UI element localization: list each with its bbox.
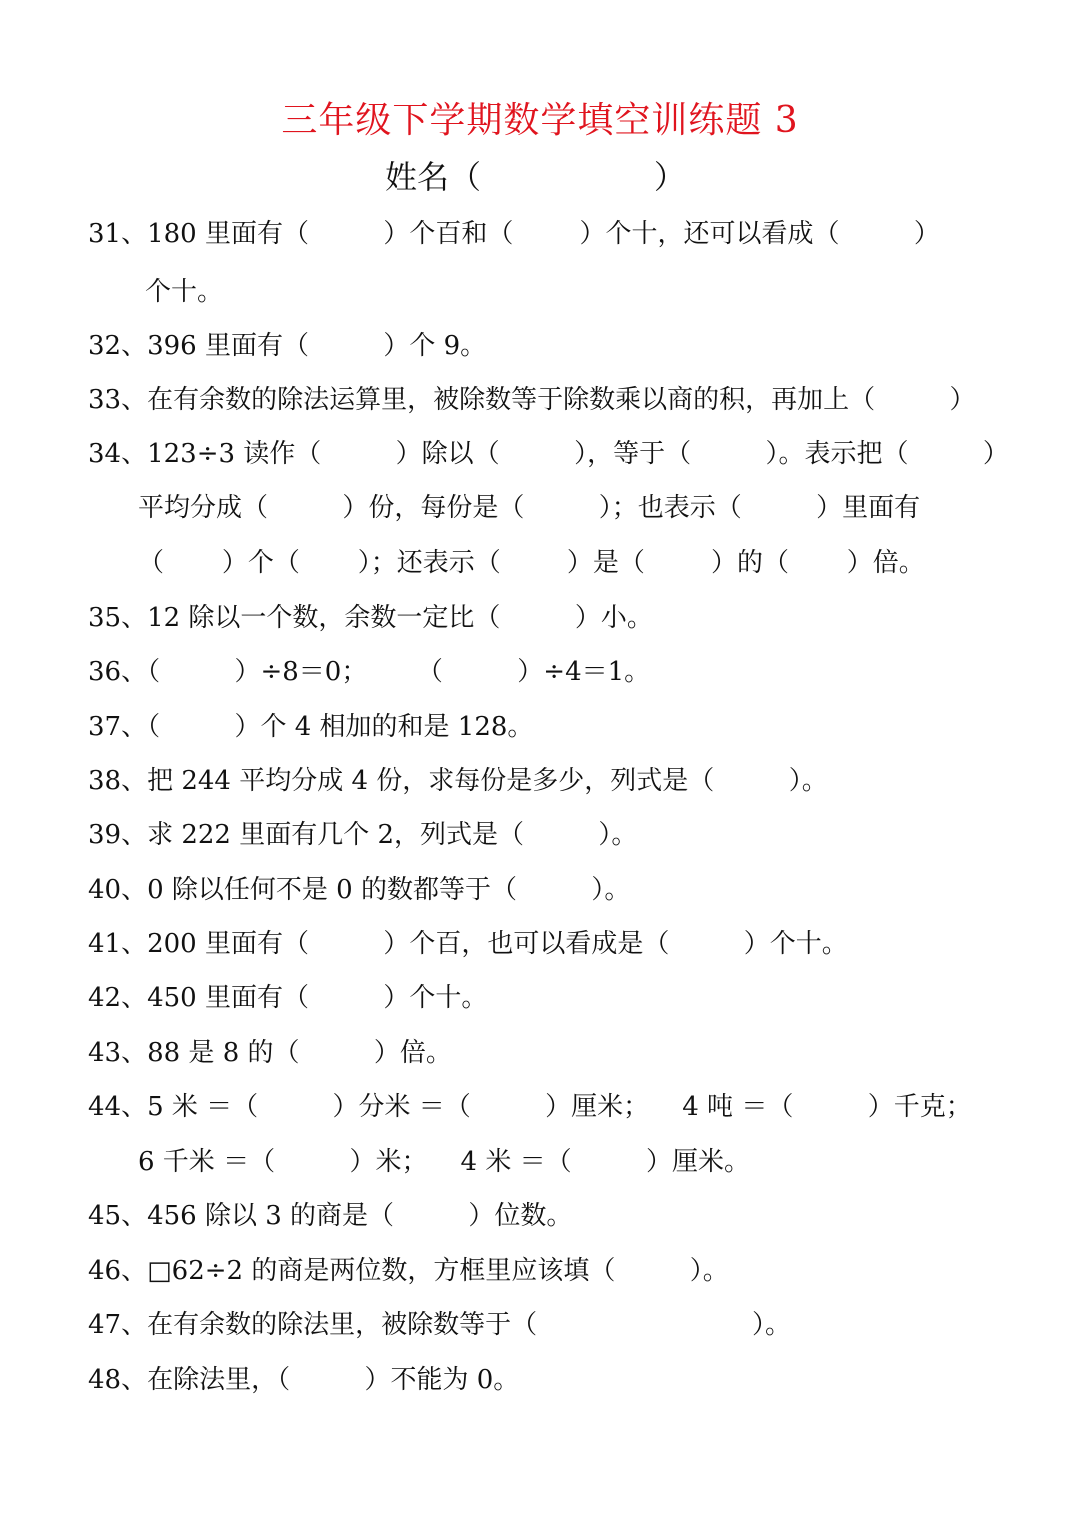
question-45: 45、456 除以 3 的商是（ ）位数。 [88, 1201, 573, 1231]
question-41: 41、200 里面有（ ）个百，也可以看成是（ ）个十。 [88, 929, 848, 959]
question-48: 48、在除法里，（ ）不能为 0。 [88, 1365, 520, 1395]
question-39: 39、求 222 里面有几个 2，列式是（ ）。 [88, 820, 638, 850]
question-44-line-2: 6 千米 ＝（ ）米； 4 米 ＝（ ）厘米。 [138, 1147, 750, 1177]
question-42: 42、450 里面有（ ）个十。 [88, 983, 488, 1013]
worksheet-title: 三年级下学期数学填空训练题 3 [281, 100, 799, 141]
question-43: 43、88 是 8 的（ ）倍。 [88, 1038, 452, 1068]
question-46: 46、□62÷2 的商是两位数，方框里应该填（ ）。 [88, 1256, 729, 1286]
question-31-line-2: 个十。 [145, 277, 224, 307]
question-33: 33、在有余数的除法运算里，被除数等于除数乘以商的积，再加上（ ） [88, 385, 976, 415]
question-37: 37、（ ）个 4 相加的和是 128。 [88, 712, 534, 742]
question-32: 32、396 里面有（ ）个 9。 [88, 331, 487, 361]
question-34-line-3: （ ）个（ ）；还表示（ ）是（ ）的（ ）倍。 [138, 548, 925, 578]
question-34-line-1: 34、123÷3 读作（ ）除以（ ），等于（ ）。表示把（ ） [88, 439, 1009, 469]
question-40: 40、0 除以任何不是 0 的数都等于（ ）。 [88, 875, 631, 905]
question-36: 36、（ ）÷8＝0； （ ）÷4＝1。 [88, 657, 651, 687]
question-31-line-1: 31、180 里面有（ ）个百和（ ）个十，还可以看成（ ） [88, 219, 940, 249]
question-47: 47、在有余数的除法里，被除数等于（ ）。 [88, 1310, 791, 1340]
question-44-line-1: 44、5 米 ＝（ ）分米 ＝（ ）厘米； 4 吨 ＝（ ）千克； [88, 1092, 972, 1122]
question-35: 35、12 除以一个数，余数一定比（ ）小。 [88, 603, 653, 633]
question-34-line-2: 平均分成（ ）份，每份是（ ）；也表示（ ）里面有 [138, 493, 921, 523]
name-field-line: 姓名（ ） [385, 158, 686, 196]
question-38: 38、把 244 平均分成 4 份，求每份是多少，列式是（ ）。 [88, 766, 828, 796]
